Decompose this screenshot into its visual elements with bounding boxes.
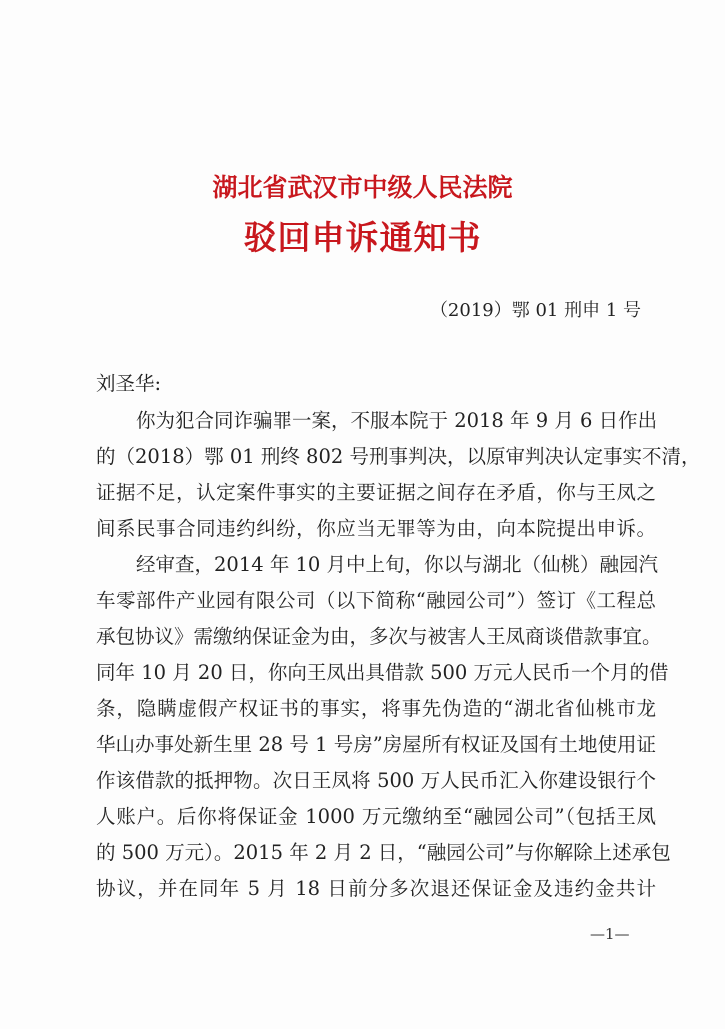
body-line: 间系民事合同违约纠纷，你应当无罪等为由，向本院提出申诉。 <box>96 517 656 540</box>
body-line: 车零部件产业园有限公司（以下简称“融园公司”）签订《工程总 <box>96 589 656 612</box>
body-line: 人账户。后你将保证金 1000 万元缴纳至“融园公司”（包括王凤 <box>96 805 656 828</box>
body-line: 承包协议》需缴纳保证金为由，多次与被害人王凤商谈借款事宜。 <box>96 625 662 648</box>
body-line: 华山办事处新生里 28 号 1 号房”房屋所有权证及国有土地使用证 <box>96 733 656 756</box>
body-line: 作该借款的抵押物。次日王凤将 500 万人民币汇入你建设银行个 <box>96 769 656 792</box>
body-line: 的 500 万元）。2015 年 2 月 2 日，“融园公司”与你解除上述承包 <box>96 841 671 864</box>
body-line: 条，隐瞒虚假产权证书的事实，将事先伪造的“湖北省仙桃市龙 <box>96 697 656 720</box>
addressee: 刘圣华: <box>96 372 162 395</box>
court-name: 湖北省武汉市中级人民法院 <box>212 173 513 202</box>
body-line: 证据不足，认定案件事实的主要证据之间存在矛盾，你与王凤之 <box>96 481 656 504</box>
body-line: 协议，并在同年 5 月 18 日前分多次退还保证金及违约金共计 <box>96 877 656 900</box>
body-line: 同年 10 月 20 日，你向王凤出具借款 500 万元人民币一个月的借 <box>96 661 669 684</box>
case-number: （2019）鄂 01 刑申 1 号 <box>429 300 641 321</box>
body-line: 你为犯合同诈骗罪一案，不服本院于 2018 年 9 月 6 日作出 <box>136 409 658 432</box>
body-line: 经审查，2014 年 10 月中上旬，你以与湖北（仙桃）融园汽 <box>136 553 659 576</box>
document-title: 驳回申诉通知书 <box>243 218 482 257</box>
body-line: 的（2018）鄂 01 刑终 802 号刑事判决，以原审判决认定事实不清， <box>96 445 701 468</box>
page-number: —1— <box>590 925 630 943</box>
